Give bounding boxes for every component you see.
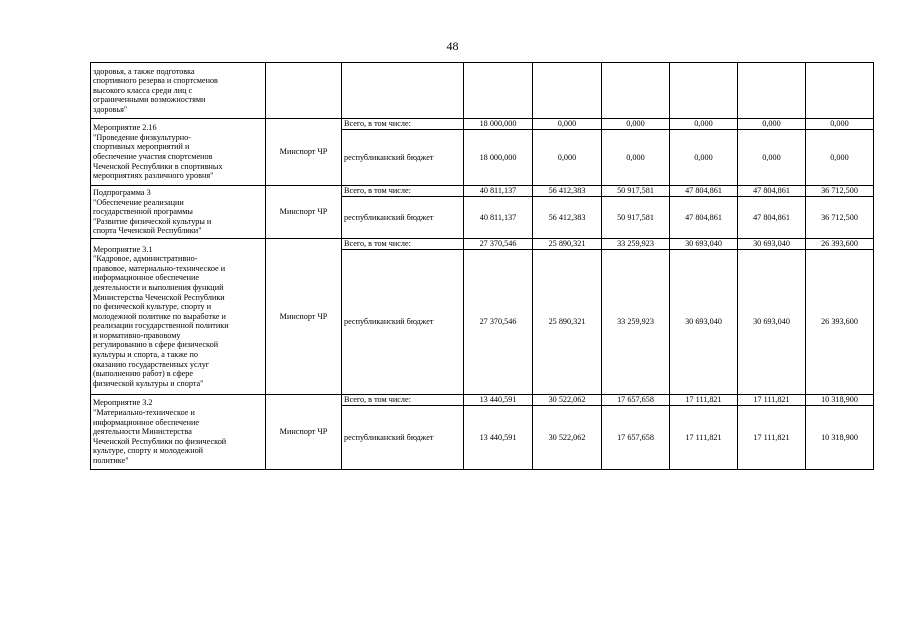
value-cell: 25 890,321: [533, 250, 602, 395]
value-cell: 47 804,861: [670, 186, 738, 197]
activity-name-cell: Подпрограмма 3 "Обеспечение реализации государственной программы "Развитие физической культуры и спорта Чеченской Республики": [91, 186, 266, 239]
value-cell: 56 412,383: [533, 186, 602, 197]
table-row: [91, 239, 874, 250]
page-number: 48: [446, 39, 459, 53]
value-cell: 18 000,000: [464, 130, 533, 186]
value-cell: 56 412,383: [533, 197, 602, 239]
value-cell: 47 804,861: [738, 186, 806, 197]
activity-name-cell: Мероприятие 2.16 "Проведение физкультурно- спортивных мероприятий и обеспечение участия спортсменов Чеченской Республики в спортивных мероприятиях различного уровня": [91, 119, 266, 186]
value-cell: 40 811,137: [464, 186, 533, 197]
responsible-cell: Минспорт ЧР: [266, 186, 342, 239]
value-cell: 30 693,040: [670, 250, 738, 395]
table-row: [91, 186, 874, 197]
table-row: [91, 395, 874, 406]
value-cell: 40 811,137: [464, 197, 533, 239]
value-cell: 36 712,500: [806, 186, 874, 197]
responsible-cell: Минспорт ЧР: [266, 119, 342, 186]
value-cell: [806, 63, 874, 119]
value-cell: 30 693,040: [670, 239, 738, 250]
value-cell: 10 318,900: [806, 395, 874, 406]
source-cell: республиканский бюджет: [342, 197, 464, 239]
activity-name-cell: Мероприятие 3.1 "Кадровое, административно- правовое, материально-техническое и информационное обеспечение деятельности и выполнения функций Министерства Чеченской Республики по физической культуре, спорту и молодежной политике по выработке и реализации государственной политики и нормативно-правовому регулированию в сфере физической культуры и спорта, а также по оказанию государственных услуг (выполнению работ) в сфере физической культуры и спорта": [91, 239, 266, 395]
source-cell: Всего, в том числе:: [342, 186, 464, 197]
value-cell: 0,000: [602, 130, 670, 186]
value-cell: [670, 63, 738, 119]
value-cell: 50 917,581: [602, 197, 670, 239]
value-cell: 17 111,821: [670, 395, 738, 406]
responsible-cell: [266, 63, 342, 119]
value-cell: 27 370,546: [464, 239, 533, 250]
value-cell: 0,000: [806, 130, 874, 186]
table-row: [91, 63, 874, 119]
value-cell: 36 712,500: [806, 197, 874, 239]
value-cell: 25 890,321: [533, 239, 602, 250]
value-cell: 18 000,000: [464, 119, 533, 130]
value-cell: 33 259,923: [602, 239, 670, 250]
value-cell: 0,000: [738, 119, 806, 130]
budget-table: [90, 62, 874, 470]
activity-name-cell: Мероприятие 3.2 "Материально-техническое и информационное обеспечение деятельности Министерства Чеченской Республики по физической культуре, спорту и молодежной политике": [91, 395, 266, 470]
value-cell: [738, 63, 806, 119]
source-cell: республиканский бюджет: [342, 130, 464, 186]
activity-name-cell: здоровья, а также подготовка спортивного резерва и спортсменов высокого класса среди лиц с ограниченными возможностями здоровья": [91, 63, 266, 119]
value-cell: 30 693,040: [738, 239, 806, 250]
source-cell: республиканский бюджет: [342, 406, 464, 470]
source-cell: Всего, в том числе:: [342, 239, 464, 250]
value-cell: 0,000: [738, 130, 806, 186]
value-cell: 13 440,591: [464, 395, 533, 406]
responsible-cell: Минспорт ЧР: [266, 395, 342, 470]
value-cell: [533, 63, 602, 119]
source-cell: республиканский бюджет: [342, 250, 464, 395]
value-cell: 10 318,900: [806, 406, 874, 470]
value-cell: 13 440,591: [464, 406, 533, 470]
value-cell: 50 917,581: [602, 186, 670, 197]
responsible-cell: Минспорт ЧР: [266, 239, 342, 395]
value-cell: [464, 63, 533, 119]
source-cell: Всего, в том числе:: [342, 119, 464, 130]
value-cell: 0,000: [806, 119, 874, 130]
value-cell: 47 804,861: [670, 197, 738, 239]
value-cell: 0,000: [533, 119, 602, 130]
source-cell: [342, 63, 464, 119]
value-cell: 17 111,821: [738, 395, 806, 406]
value-cell: 17 657,658: [602, 395, 670, 406]
value-cell: 30 693,040: [738, 250, 806, 395]
value-cell: 30 522,062: [533, 406, 602, 470]
value-cell: 26 393,600: [806, 250, 874, 395]
value-cell: 47 804,861: [738, 197, 806, 239]
value-cell: 0,000: [602, 119, 670, 130]
value-cell: 0,000: [670, 119, 738, 130]
value-cell: 33 259,923: [602, 250, 670, 395]
value-cell: [602, 63, 670, 119]
value-cell: 17 111,821: [670, 406, 738, 470]
value-cell: 0,000: [533, 130, 602, 186]
source-cell: Всего, в том числе:: [342, 395, 464, 406]
value-cell: 26 393,600: [806, 239, 874, 250]
value-cell: 0,000: [670, 130, 738, 186]
value-cell: 17 111,821: [738, 406, 806, 470]
table-row: [91, 119, 874, 130]
value-cell: 27 370,546: [464, 250, 533, 395]
value-cell: 30 522,062: [533, 395, 602, 406]
value-cell: 17 657,658: [602, 406, 670, 470]
